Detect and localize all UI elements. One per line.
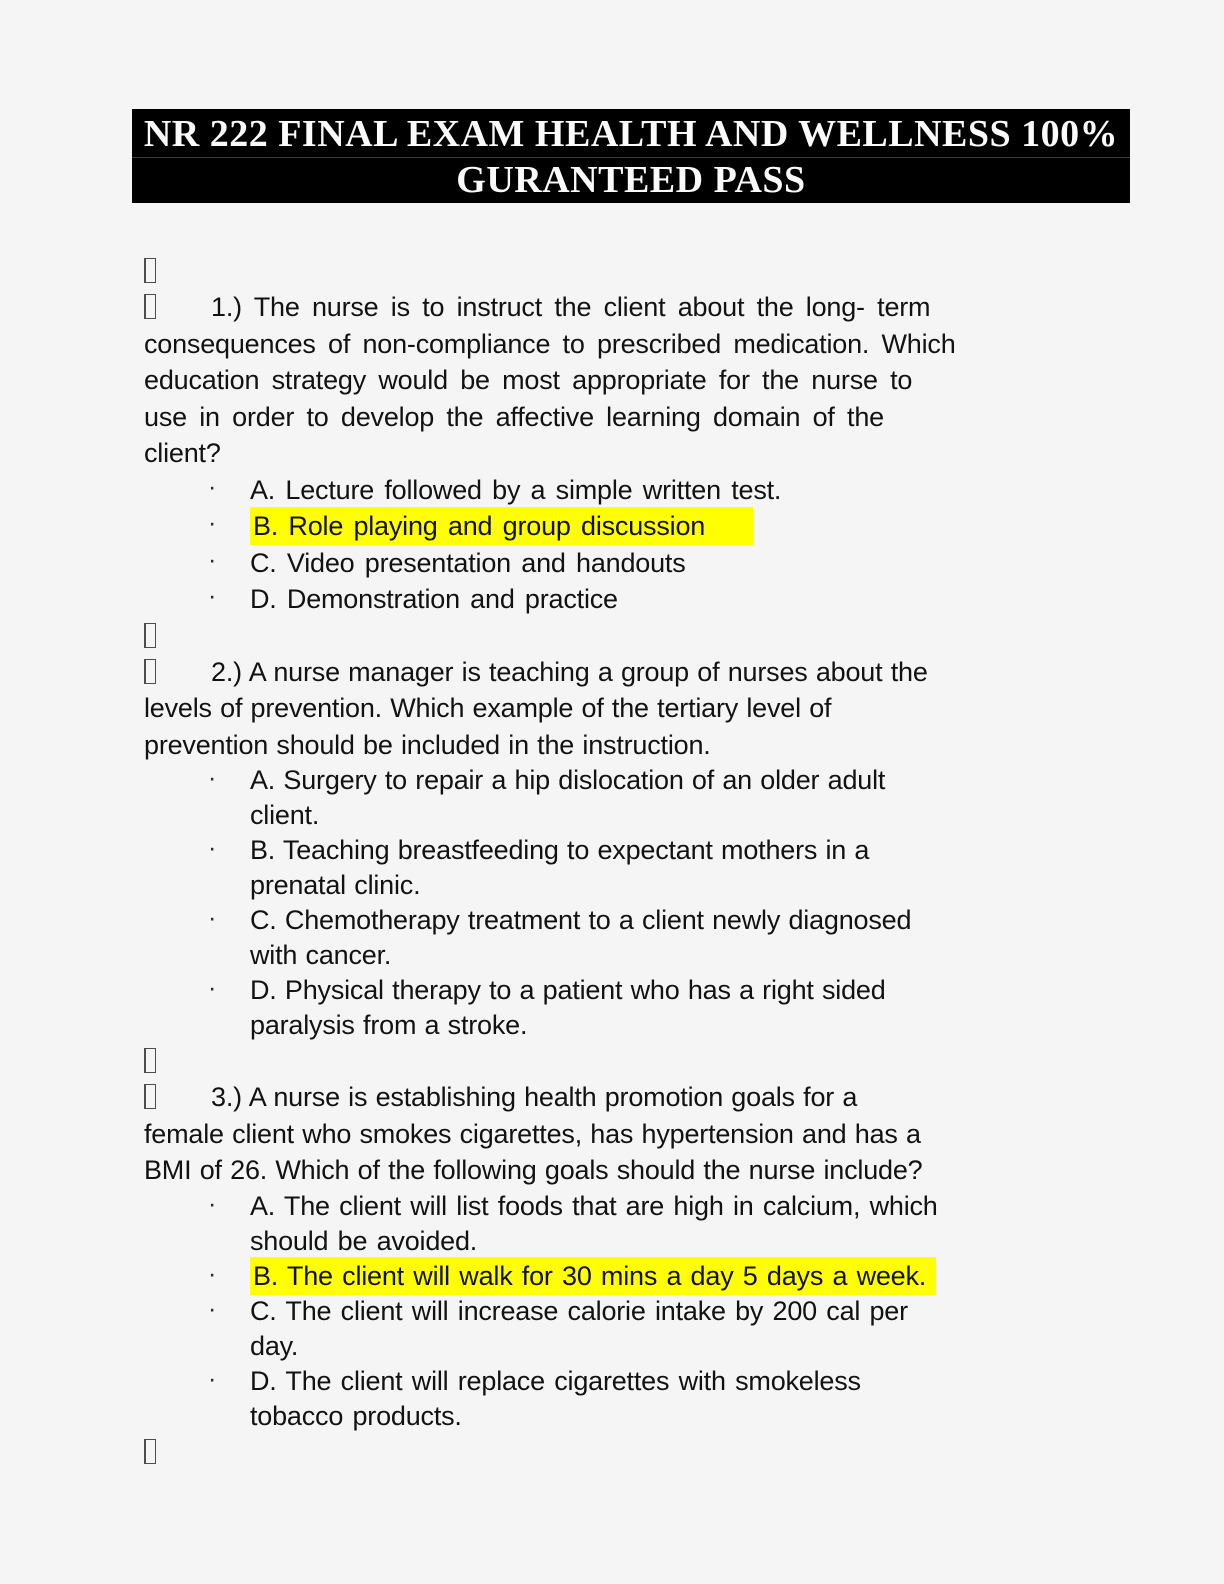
option-text: C. Chemotherapy treatment to a client newly diagnosed [250, 905, 912, 935]
question-1-option-b [144, 508, 1104, 545]
question-3-option-a [144, 1189, 1104, 1259]
question-1-line: education strategy would be most appropriate for the nurse to [144, 365, 913, 395]
bullet-icon: · [208, 472, 217, 501]
question-1-option-c [144, 545, 1104, 582]
question-1-line: use in order to develop the affective learning domain of the [144, 401, 884, 432]
question-3-option-b [144, 1259, 1104, 1294]
question-2-line: prevention should be included in the instruction. [144, 729, 711, 760]
bullet-icon: · [208, 974, 217, 1002]
missing-char-box-icon [144, 258, 156, 283]
bullet-icon: · [208, 509, 217, 537]
missing-char-box-icon [144, 294, 156, 319]
bullet-icon: · [208, 904, 217, 932]
bullet-icon: · [208, 1259, 217, 1288]
question-2-option-d [144, 973, 1104, 1043]
question-3-line [144, 1079, 1104, 1116]
highlighted-answer: B. The client will walk for 30 mins a day 5 days a week. [250, 1257, 936, 1295]
bullet-icon: · [208, 834, 217, 862]
missing-char-box-icon [144, 623, 156, 648]
question-3-option-c [144, 1294, 1104, 1364]
question-2 [144, 654, 1104, 1044]
bullet-icon: · [208, 1294, 217, 1323]
option-text: should be avoided. [250, 1225, 478, 1256]
option-text: paralysis from a stroke. [250, 1010, 528, 1040]
option-text: D. Physical therapy to a patient who has a right sided [250, 975, 886, 1005]
question-2-option-a [144, 763, 1104, 833]
option-text: A. Surgery to repair a hip dislocation of an older adult [250, 765, 886, 795]
option-text: with cancer. [250, 940, 392, 970]
question-1-line [144, 289, 1104, 326]
question-1 [144, 289, 1104, 618]
question-1-options [144, 472, 1104, 618]
missing-char-box-icon [144, 1048, 156, 1073]
exam-title-line-1: NR 222 FINAL EXAM HEALTH AND WELLNESS 100% [143, 113, 1119, 155]
bullet-icon: · [208, 1364, 217, 1393]
missing-char-box-icon [144, 1084, 156, 1109]
question-3-line: BMI of 26. Which of the following goals should the nurse include? [144, 1155, 923, 1185]
empty-paragraph [144, 253, 1104, 289]
option-text: A. The client will list foods that are high in calcium, which [250, 1190, 938, 1221]
question-2-line [144, 654, 1104, 691]
question-1-option-d [144, 581, 1104, 618]
question-2-line: levels of prevention. Which example of the tertiary level of [144, 693, 832, 723]
option-text: C. Video presentation and handouts [250, 547, 686, 578]
question-2-options [144, 763, 1104, 1043]
option-text: prenatal clinic. [250, 870, 421, 900]
highlighted-answer: B. Role playing and group discussion [250, 507, 753, 545]
document-body [144, 253, 1104, 1470]
bullet-icon: · [208, 545, 217, 574]
question-3 [144, 1079, 1104, 1434]
option-text: D. The client will replace cigarettes with smokeless [250, 1365, 861, 1396]
option-text: tobacco products. [250, 1400, 462, 1431]
question-1-text: 1.) The nurse is to instruct the client about the long- term [211, 292, 931, 322]
question-3-options [144, 1189, 1104, 1434]
option-text: A. Lecture followed by a simple written test. [250, 474, 782, 505]
bullet-icon: · [208, 582, 217, 610]
question-3-option-d [144, 1364, 1104, 1434]
question-2-text: 2.) A nurse manager is teaching a group of nurses about the [211, 656, 928, 687]
empty-paragraph [144, 618, 1104, 654]
question-1-option-a [144, 472, 1104, 509]
question-2-option-c [144, 903, 1104, 973]
missing-char-box-icon [144, 659, 156, 684]
question-3-text: 3.) A nurse is establishing health promotion goals for a [211, 1082, 858, 1112]
missing-char-box-icon [144, 1439, 156, 1464]
option-text: D. Demonstration and practice [250, 584, 618, 614]
option-text: day. [250, 1330, 299, 1361]
question-2-option-b [144, 833, 1104, 903]
empty-paragraph [144, 1434, 1104, 1470]
question-1-line: client? [144, 438, 221, 468]
empty-paragraph [144, 1043, 1104, 1079]
exam-title-banner [132, 109, 1130, 203]
option-text: C. The client will increase calorie intake by 200 cal per [250, 1295, 908, 1326]
option-text: B. Teaching breastfeeding to expectant mothers in a [250, 835, 870, 865]
bullet-icon: · [208, 764, 217, 792]
exam-title-line-2: GURANTEED PASS [132, 157, 1130, 203]
bullet-icon: · [208, 1189, 217, 1218]
option-text: client. [250, 800, 320, 830]
question-3-line: female client who smokes cigarettes, has hypertension and has a [144, 1118, 921, 1149]
question-1-line: consequences of non-compliance to prescribed medication. Which [144, 328, 956, 359]
